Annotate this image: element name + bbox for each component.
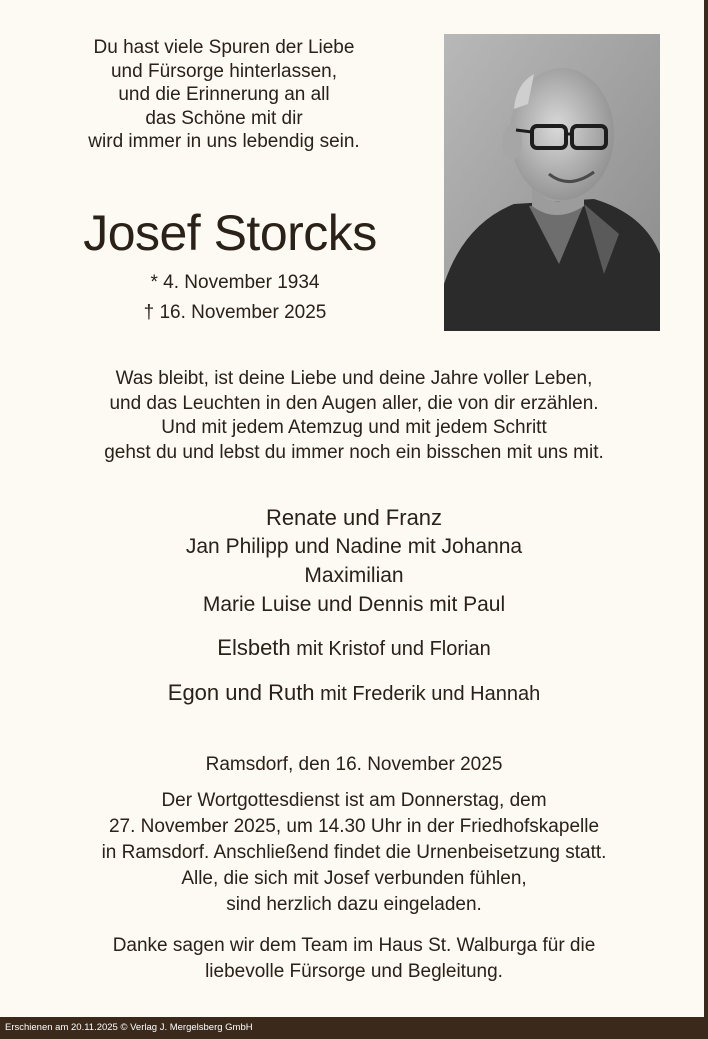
service-line: sind herzlich dazu eingeladen. (226, 894, 482, 915)
verse-text (50, 36, 398, 154)
thanks-text (20, 933, 688, 985)
family-line: Jan Philipp und Nadine mit Johanna (185, 535, 523, 558)
thanks-line: liebevolle Fürsorge und Begleitung. (205, 961, 503, 982)
death-date: † 16. November 2025 (143, 302, 327, 323)
poem-line: und das Leuchten in den Augen aller, die von dir erzählen. (109, 392, 599, 414)
birth-date: * 4. November 1934 (150, 272, 320, 293)
family-line: Renate und Franz (265, 505, 443, 530)
family-line (20, 634, 688, 663)
poem-text (20, 367, 688, 465)
place-date: Ramsdorf, den 16. November 2025 (205, 754, 503, 775)
family-line: Marie Luise und Dennis mit Paul (202, 593, 506, 616)
service-line: Alle, die sich mit Josef verbunden fühlen, (181, 868, 527, 889)
poem-line: Was bleibt, ist deine Liebe und deine Jahre voller Leben, (115, 368, 593, 389)
verse-line: wird immer in uns lebendig sein. (88, 131, 360, 153)
portrait-image (444, 34, 660, 331)
verse-line: Du hast viele Spuren der Liebe (93, 37, 355, 58)
family-members: mit Kristof und Florian (290, 638, 491, 660)
family-line (20, 679, 688, 708)
poem-line: Und mit jedem Atemzug und mit jedem Schritt (161, 417, 547, 438)
poem-line: gehst du und lebst du immer noch ein bisschen mit uns mit. (104, 441, 604, 463)
service-info (20, 788, 688, 918)
verse-line: und Fürsorge hinterlassen, (110, 60, 337, 82)
service-line: Der Wortgottesdienst ist am Donnerstag, dem (161, 790, 547, 811)
family-line: Maximilian (304, 564, 404, 587)
deceased-name: Josef Storcks (83, 205, 377, 261)
publication-footer: Erschienen am 20.11.2025 © Verlag J. Mergelsberg GmbH (5, 1022, 253, 1033)
family-name: Elsbeth (217, 635, 291, 660)
family-members: mit Frederik und Hannah (314, 683, 541, 705)
verse-line: das Schöne mit dir (145, 107, 303, 129)
family-name: Egon und Ruth (167, 680, 315, 705)
portrait-photo (444, 34, 660, 331)
verse-line: und die Erinnerung an all (118, 84, 330, 106)
service-line: in Ramsdorf. Anschließend findet die Urnenbeisetzung statt. (101, 842, 607, 863)
thanks-line: Danke sagen wir dem Team im Haus St. Walburga für die (112, 935, 596, 956)
service-line: 27. November 2025, um 14.30 Uhr in der Friedhofskapelle (108, 816, 600, 837)
